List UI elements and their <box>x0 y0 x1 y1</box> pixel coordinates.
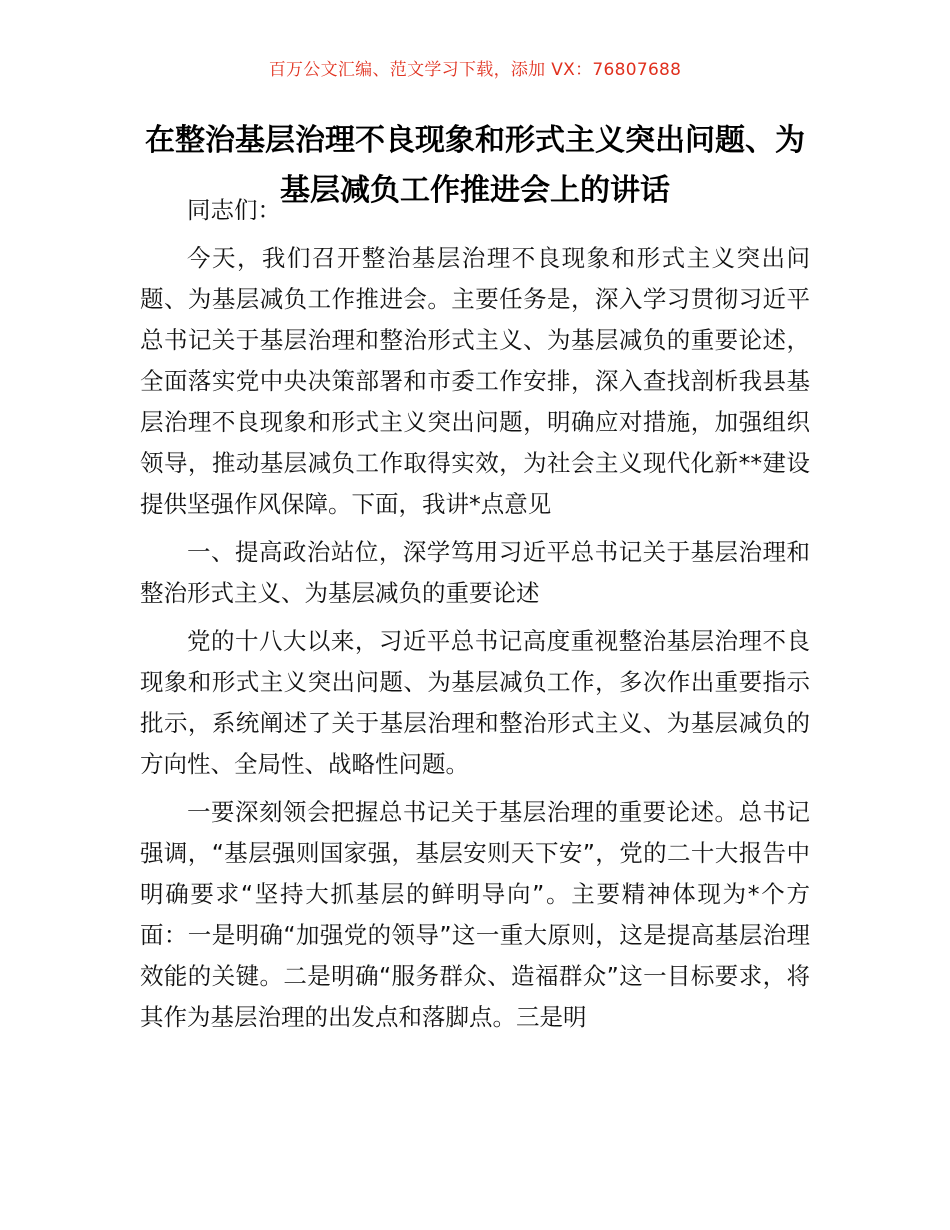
body-paragraph: 党的十八大以来，习近平总书记高度重视整治基层治理不良现象和形式主义突出问题、为基层减负工作，多次作出重要指示批示，系统阐述了关于基层治理和整治形式主义、为基层减负的方向性、全局性、战略性问题。 <box>140 627 810 778</box>
salutation-paragraph: 同志们： <box>187 196 281 224</box>
body-paragraph: 一要深刻领会把握总书记关于基层治理的重要论述。总书记强调，“基层强则国家强，基层安则天下安”，党的二十大报告中明确要求“坚持大抓基层的鲜明导向”。主要精神体现为*个方面：一是明确“加强党的领导”这一重大原则，这是提高基层治理效能的关键。二是明确“服务群众、造福群众”这一目标要求，将其作为基层治理的出发点和落脚点。三是明 <box>140 798 810 1031</box>
document-title: 在整治基层治理不良现象和形式主义突出问题、为基层减负工作推进会上的讲话 <box>145 123 805 208</box>
document-body <box>140 190 810 1045</box>
section-heading: 一、提高政治站位，深学笃用习近平总书记关于基层治理和整治形式主义、为基层减负的重要论述 <box>140 538 810 607</box>
header-watermark: 百万公文汇编、范文学习下载，添加 VX：76807688 <box>268 60 682 80</box>
body-paragraph: 今天，我们召开整治基层治理不良现象和形式主义突出问题、为基层减负工作推进会。主要任务是，深入学习贯彻习近平总书记关于基层治理和整治形式主义、为基层减负的重要论述，全面落实党中央决策部署和市委工作安排，深入查找剖析我县基层治理不良现象和形式主义突出问题，明确应对措施，加强组织领导，推动基层减负工作取得实效，为社会主义现代化新**建设提供坚强作风保障。下面，我讲*点意见 <box>140 244 810 518</box>
